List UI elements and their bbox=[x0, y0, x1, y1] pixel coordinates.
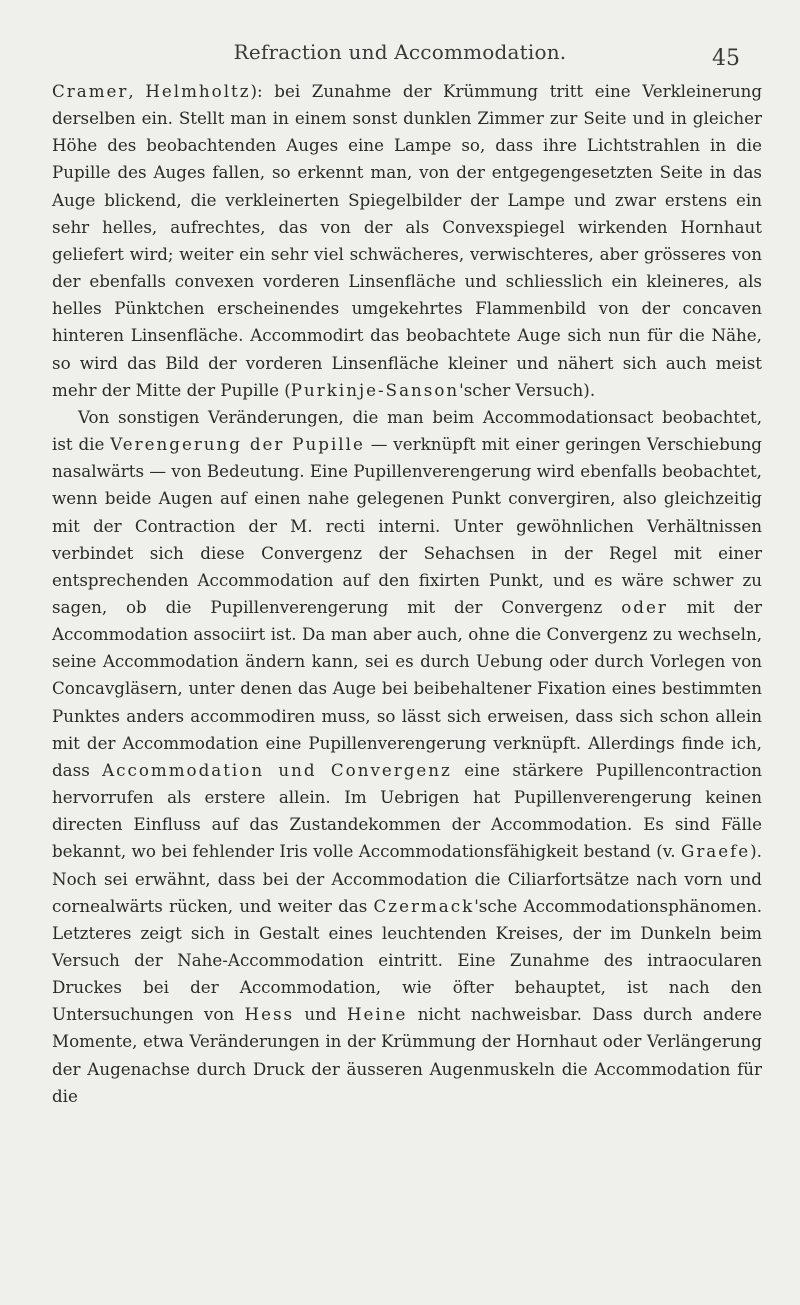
text-run: mit der Accommodation associirt ist. Da man aber auch, ohne die Convergenz zu wechseln, seine Accommodation ändern kann, sei es durch Uebung oder durch Vorlegen von Concavgläsern, unter denen das Auge bei beibehaltener Fixation eines bestimmten Punktes anders accommodiren muss, so lässt sich erweisen, dass sich schon allein mit der Accommodation eine Pupillenverengerung verknüpft. Allerdings finde ich, dass bbox=[52, 596, 762, 780]
author-name: Hess bbox=[244, 1004, 295, 1025]
author-name: Purkinje-Sanson bbox=[290, 379, 460, 400]
text-run: — verknüpft mit einer geringen Verschiebung nasalwärts — von Bedeutung. Eine Pupillenverengerung wird ebenfalls beobachtet, wenn beide Augen auf einen nahe gelegenen Punkt convergiren, also gleichzeitig mit der Contraction der M. recti interni. Unter gewöhnlichen Verhältnissen verbindet sich diese Convergenz der Sehachsen in der Regel mit einer entsprechenden Accommodation auf den fixirten Punkt, und es wäre schwer zu sagen, ob die Pupillenverengerung mit der Convergenz bbox=[52, 434, 762, 617]
text-run: 'sche Accommodationsphänomen. Letzteres zeigt sich in Gestalt eines leuchtenden Kreises, der im Dunkeln beim Versuch der Nahe-Accommodation eintritt. Eine Zunahme des intraocularen Druckes bei der Accommodation, wie öfter behauptet, ist nach den Untersuchungen von bbox=[52, 895, 762, 1025]
author-name: Heine bbox=[346, 1004, 408, 1025]
emphasis-term: oder bbox=[621, 596, 668, 617]
author-name: Helmholtz bbox=[145, 81, 251, 101]
text-run: eine stärkere Pupillencontraction hervorrufen als erstere allein. Im Uebrigen hat Pupillenverengerung keinen directen Einfluss auf das Zustandekommen der Accommodation. Es sind Fälle bekannt, wo bei fehlender Iris volle Accommodationsfähigkeit bestand (v. bbox=[52, 759, 762, 862]
author-name: Cramer bbox=[52, 81, 129, 101]
text-run: nicht nachweisbar. Dass durch andere Momente, etwa Veränderungen in der Krümmung der Hornhaut oder Verlängerung der Augenachse durch Druck der äusseren Augenmuskeln die Accommodation für die bbox=[52, 1004, 762, 1106]
emphasis-term: Accommodation und Convergenz bbox=[102, 759, 452, 780]
page-number: 45 bbox=[712, 46, 740, 71]
body-text bbox=[52, 78, 762, 1110]
author-name: Czermack bbox=[373, 895, 475, 916]
text-run: , bbox=[128, 81, 146, 101]
paragraph-1 bbox=[52, 78, 762, 404]
text-run: ). Noch sei erwähnt, dass bei der Accommodation die Ciliarfortsätze nach vorn und cornealwärts rücken, und weiter das bbox=[52, 841, 762, 916]
text-run: 'scher Versuch). bbox=[459, 379, 596, 400]
emphasis-term: Verengerung der Pupille bbox=[110, 434, 365, 455]
author-name: Graefe bbox=[680, 841, 751, 862]
paragraph-2 bbox=[52, 404, 762, 1110]
text-run: Von sonstigen Veränderungen, die man beim Accommodationsact beobachtet, ist die bbox=[52, 406, 762, 455]
running-title: Refraction und Accommodation. bbox=[233, 40, 567, 64]
text-run: und bbox=[294, 1004, 347, 1025]
text-run: ): bei Zunahme der Krümmung tritt eine Verkleinerung derselben ein. Stellt man in einem sonst dunklen Zimmer zur Seite und in gleicher Höhe des beobachtenden Auges eine Lampe so, dass ihre Lichtstrahlen in die Pupille des Auges fallen, so erkennt man, von der entgegengesetzten Seite in das Auge blickend, die verkleinerten Spiegelbilder der Lampe und zwar erstens ein sehr helles, aufrechtes, das von der als Convexspiegel wirkenden Hornhaut geliefert wird; weiter ein sehr viel schwächeres, verwischteres, aber grösseres von der ebenfalls convexen vorderen Linsenfläche und schliesslich ein kleineres, als helles Pünktchen erscheinendes umgekehrtes Flammenbild von der concaven hinteren Linsenfläche. Accommodirt das beobachtete Auge sich nun für die Nähe, so wird das Bild der vorderen Linsenfläche kleiner und nähert sich auch meist mehr der Mitte der Pupille ( bbox=[52, 81, 763, 400]
